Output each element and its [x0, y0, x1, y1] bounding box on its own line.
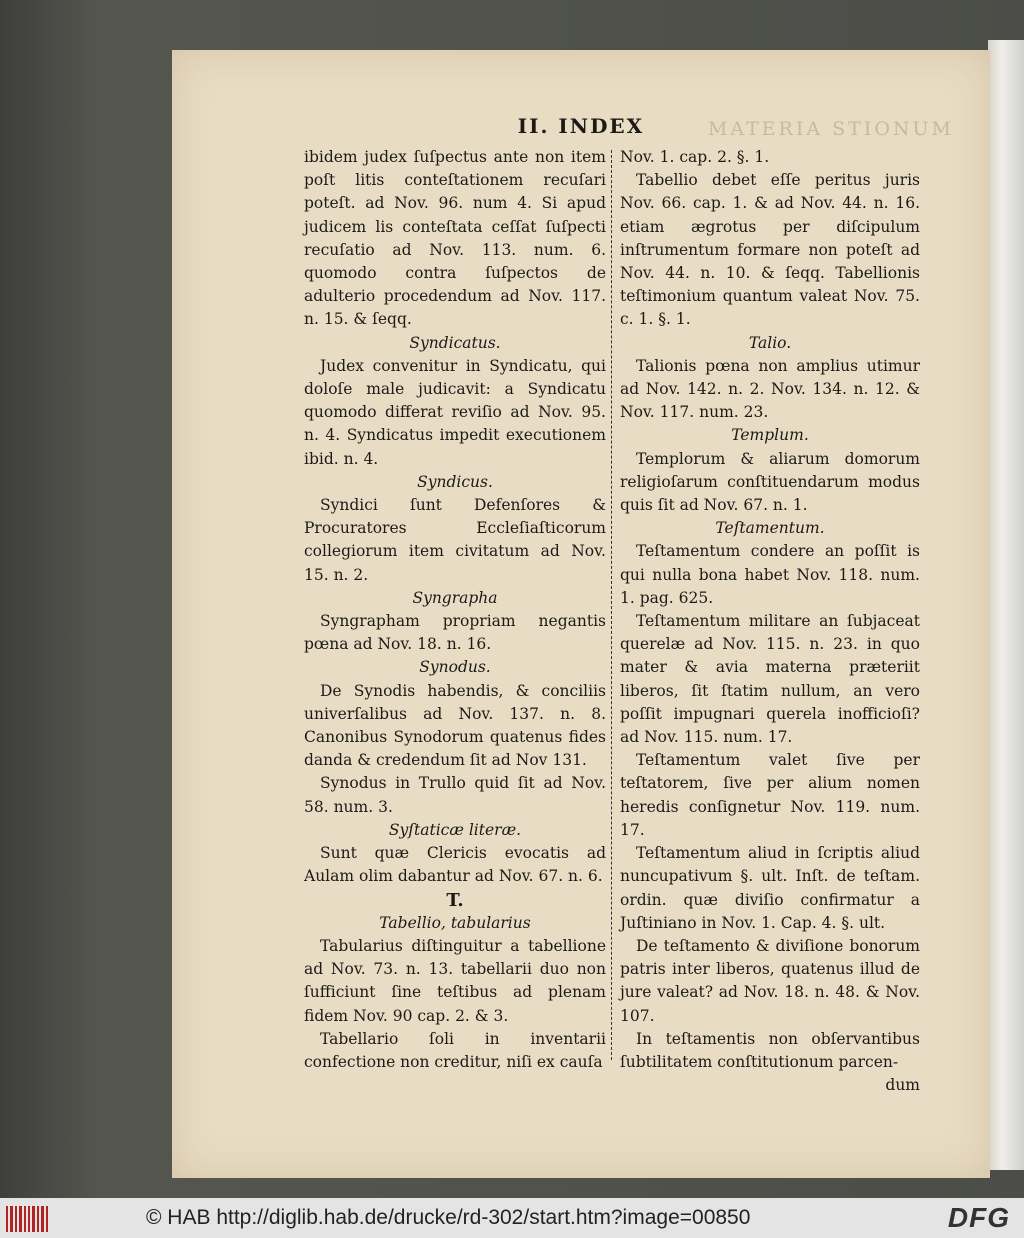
index-entry: Talionis pœna non amplius utimur ad Nov. 142. n. 2. Nov. 134. n. 12. & Nov. 117. num. 23.	[620, 356, 920, 422]
index-entry: Syndici ſunt Defenſores & Procuratores Eccleſiaſticorum collegiorum item civitatum ad Nov. 15. n. 2.	[304, 496, 606, 584]
hab-logo-icon[interactable]	[6, 1206, 48, 1232]
index-entry: Teſtamentum valet ſive per teſtatorem, ſive per alium nomen heredis conſignetur Nov. 119. num. 17.	[620, 751, 920, 839]
catchword: dum	[885, 1076, 920, 1095]
index-heading: Templum.	[731, 426, 809, 445]
index-entry: Tabellario ſoli in inventarii confectione non creditur, niſi ex cauſa	[304, 1029, 606, 1071]
index-heading: Tabellio, tabularius	[379, 913, 531, 932]
index-entry: Teſtamentum aliud in ſcriptis aliud nuncupativum §. ult. Inſt. de teſtam. ordin. quæ diviſio confirmatur a Juſtiniano in Nov. 1. Cap. 4. §. ult.	[620, 844, 920, 932]
right-column	[620, 146, 920, 1097]
index-entry: Teſtamentum militare an ſubjaceat querelæ ad Nov. 115. n. 23. in quo mater & avia materna præteriit liberos, ſit ſtatim nullum, an vero poſſit impugnari querela inofficioſi? ad Nov. 115. num. 17.	[620, 612, 920, 747]
index-heading: Teſtamentum.	[715, 519, 825, 538]
index-entry: Tabellio debet eſſe peritus juris Nov. 66. cap. 1. & ad Nov. 44. n. 16. etiam ægrotus per diſcipulum inſtrumentum formare non poteſt ad Nov. 44. n. 10. & ſeqq. Tabellionis teſtimonium quantum valeat Nov. 75. c. 1. §. 1.	[620, 171, 920, 329]
dfg-logo[interactable]: DFG	[947, 1202, 1010, 1233]
index-heading: Synodus.	[419, 658, 491, 677]
book-page	[172, 50, 990, 1178]
index-entry: Syngrapham propriam negantis pœna ad Nov. 18. n. 16.	[304, 612, 606, 654]
index-entry: Synodus in Trullo quid ſit ad Nov. 58. num. 3.	[304, 774, 606, 816]
index-entry: Sunt quæ Clericis evocatis ad Aulam olim dabantur ad Nov. 67. n. 6.	[304, 844, 606, 886]
index-entry: Tabularius diſtinguitur a tabellione ad Nov. 73. n. 13. tabellarii duo non ſufficiunt ſine teſtibus ad plenam fidem Nov. 90 cap. 2. & 3.	[304, 936, 606, 1025]
index-entry: De teſtamento & diviſione bonorum patris inter liberos, quatenus illud de jure valeat? ad Nov. 18. n. 48. & Nov. 107.	[620, 936, 920, 1025]
index-entry: In teſtamentis non obſervantibus ſubtilitatem conſtitutionum parcen-	[620, 1029, 920, 1071]
index-entry-continued: Nov. 1. cap. 2. §. 1.	[620, 148, 770, 166]
index-entry-continued: ibidem judex ſuſpectus ante non item poſt litis conteſtationem recuſari poteſt. ad Nov. 96. num 4. Si apud judicem lis conteſtata ceſſat ſuſpecti recuſatio ad Nov. 113. num. 6. quomodo contra ſuſpectos de adulterio procedendum ad Nov. 117. n. 15. & ſeqq.	[304, 148, 606, 329]
index-entry: Templorum & aliarum domorum religioſarum conſtituendarum modus quis ſit ad Nov. 67. n. 1.	[620, 449, 920, 515]
index-entry: De Synodis habendis, & conciliis univerſalibus ad Nov. 137. n. 8. Canonibus Synodorum quatenus fides danda & credendum ſit ad Nov 131.	[304, 681, 606, 770]
index-entry: Teſtamentum condere an poſſit is qui nulla bona habet Nov. 118. num. 1. pag. 625.	[620, 542, 920, 607]
next-page-edge	[988, 40, 1024, 1170]
left-column	[304, 146, 606, 1074]
column-divider	[611, 150, 613, 1060]
index-heading: Syngrapha	[412, 588, 498, 607]
index-letter: T.	[446, 889, 464, 911]
index-heading: Syſtaticæ literæ.	[388, 820, 522, 839]
index-heading: Talio.	[748, 333, 792, 352]
index-heading: Syndicus.	[417, 472, 493, 491]
index-heading: Syndicatus.	[409, 333, 501, 352]
viewer-footer	[0, 1198, 1024, 1238]
bleed-through-text: MATERIA STIONUM	[707, 118, 954, 140]
copyright-link[interactable]: © HAB http://diglib.hab.de/drucke/rd-302/start.htm?image=00850	[146, 1206, 751, 1229]
page-header: II. INDEX	[517, 114, 645, 138]
index-entry: Judex convenitur in Syndicatu, qui doloſe male judicavit: a Syndicatu quomodo differat reviſio ad Nov. 95. n. 4. Syndicatus impedit executionem ibid. n. 4.	[304, 356, 606, 468]
